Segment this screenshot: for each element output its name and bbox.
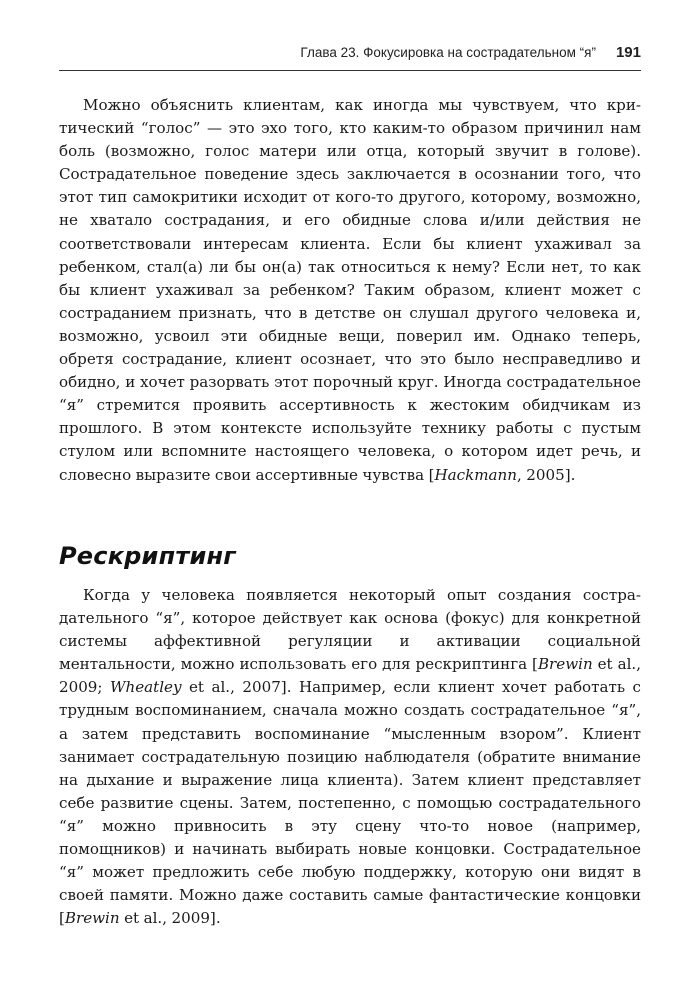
paragraph-text: et al., 2009]. [119,909,221,928]
citation-author: Wheatley [109,678,182,697]
paragraph-text: , 2005]. [516,465,576,484]
paragraph-text: et al., 2009; [59,655,641,697]
paragraph-text: Когда у человека появляется некоторый опыт создания сострадательного “я”, которое действует как основа (фокус) для конкретной системы аффективной регуляции и активации социальной ментальности, можно использовать его для рескриптинга [ [59,586,641,674]
book-page [59,0,641,1000]
citation-author: Brewin [537,655,593,674]
running-head [59,44,641,68]
citation-author: Hackmann [434,465,517,484]
citation-author: Brewin [64,909,120,928]
header-rule [59,70,641,71]
paragraph [59,94,641,487]
section-heading: Рескриптинг [59,542,237,570]
paragraph [59,584,641,930]
chapter-title: Глава 23. Фокусировка на сострадательном “я” [300,45,596,60]
paragraph-text: et al., 2007]. Например, если клиент хочет работать с трудным воспоминанием, сначала можно создать сострадательное “я”, а затем представить воспоминание “мысленным взором”. Клиент занимает сострадательную позицию наблюдателя (обратите внимание на дыхание и выражение лица клиента). Затем клиент представляет себе развитие сцены. Затем, постепенно, с помощью сострадательного “я” можно привносить в эту сцену что-то новое (например, помощников) и начинать выбирать новые концовки. Сострадательное “я” может предложить себе любую поддержку, которую они видят в своей памяти. Можно даже составить самые фантастические концовки [ [59,678,641,928]
page-number: 191 [615,44,641,61]
paragraph-text: Можно объяснить клиентам, как иногда мы чувствуем, что критический “голос” — это эхо того, кто каким-то образом причинил нам боль (возможно, голос матери или отца, который звучит в голове). Сострадательное поведение здесь заключается в осознании того, что этот тип самокритики исходит от кого-то другого, которому, возможно, не хватало сострадания, и его обидные слова и/или действия не соответствовали интересам клиента. Если бы клиент ухаживал за ребенком, стал(а) ли бы он(а) так относиться к нему? Если нет, то как бы клиент ухаживал за ребенком? Таким образом, клиент может с состраданием признать, что в детстве он слушал другого человека и, возможно, усвоил эти обидные вещи, поверил им. Однако теперь, обретя сострадание, клиент осознает, что это было несправедливо и обидно, и хочет разорвать этот порочный круг. Иногда сострадательное “я” стремится проявить ассертивность к жестоким обидчикам из прошлого. В этом контексте используйте технику работы с пустым стулом или вспомните настоящего человека, о котором идет речь, и словесно выразите свои ассертивные чувства [ [59,96,641,484]
